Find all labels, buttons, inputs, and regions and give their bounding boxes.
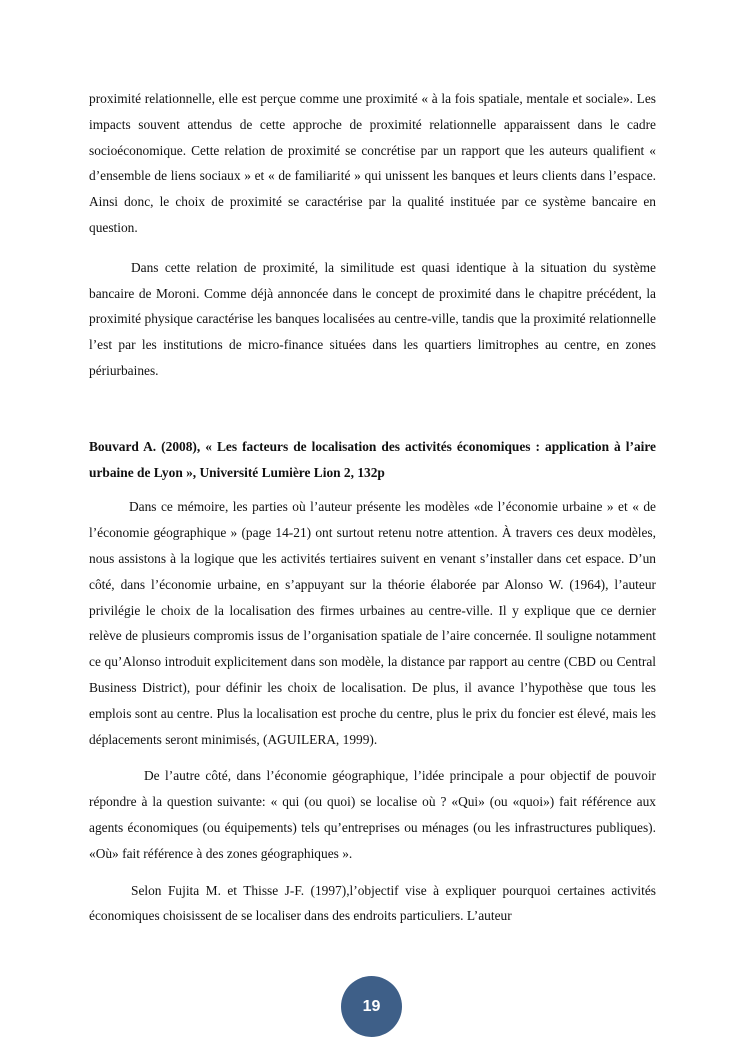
- paragraph-moroni: Dans cette relation de proximité, la similitude est quasi identique à la situation du système bancaire de Moroni. Comme déjà annoncée dans le concept de proximité dans le chapitre précédent, la proximité physique caractérise les banques localisées au centre-ville, tandis que la proximité relationnelle l’est par les institutions de micro-finance situées dans les quartiers limitrophes au centre, en zones périurbaines.: [89, 259, 656, 378]
- paragraph-economie-geographique: De l’autre côté, dans l’économie géographique, l’idée principale a pour objectif de pouvoir répondre à la question suivante: « qui (ou quoi) se localise où ? «Qui» (ou «quoi») fait référence aux agents économiques (ou équipements) tels qu’entreprises ou ménages (ou les infrastructures publiques). «Où» fait référence à des zones géographiques ».: [89, 768, 656, 861]
- page-number-badge: [341, 976, 402, 1037]
- reference-heading: Bouvard A. (2008), « Les facteurs de localisation des activités économiques : application à l’aire urbaine de Lyon », Université Lumière Lion 2, 132p: [89, 438, 656, 480]
- page-number: 19: [362, 997, 381, 1015]
- document-body: [89, 86, 656, 929]
- paragraph-proximite-relationnelle: proximité relationnelle, elle est perçue comme une proximité « à la fois spatiale, mentale et sociale». Les impacts souvent attendus de cette approche de proximité relationnelle apparaissent dans le cadre socioéconomique. Cette relation de proximité se concrétise par un rapport que les auteurs qualifient « d’ensemble de liens sociaux » et « de familiarité » qui unissent les banques et leurs clients dans l’espace. Ainsi donc, le choix de proximité se caractérise par la qualité instituée par ce système bancaire en question.: [89, 91, 656, 235]
- paragraph-memoire: Dans ce mémoire, les parties où l’auteur présente les modèles «de l’économie urbaine » et « de l’économie géographique » (page 14-21) ont surtout retenu notre attention. À travers ces deux modèles, nous assistons à la logique que les activités tertiaires suivent en venant s’installer dans cet espace. D’un côté, dans l’économie urbaine, en s’appuyant sur la théorie élaborée par Alonso W. (1964), l’auteur privilégie le choix de la localisation des firmes urbaines au centre-ville. Il y explique que ce dernier relève de plusieurs compromis issus de l’organisation spatiale de l’aire concernée. Il souligne notamment ce qu’Alonso introduit explicitement dans son modèle, la distance par rapport au centre (CBD ou Central Business District), pour définir les choix de localisation. De plus, il avance l’hypothèse que tous les emplois sont au centre. Plus la localisation est proche du centre, plus le prix du foncier est élevé, mais les déplacements seront minimisés, (AGUILERA, 1999).: [89, 499, 656, 747]
- paragraph-fujita-thisse: Selon Fujita M. et Thisse J-F. (1997),l’objectif vise à expliquer pourquoi certaines activités économiques choisissent de se localiser dans des endroits particuliers. L’auteur: [89, 882, 656, 924]
